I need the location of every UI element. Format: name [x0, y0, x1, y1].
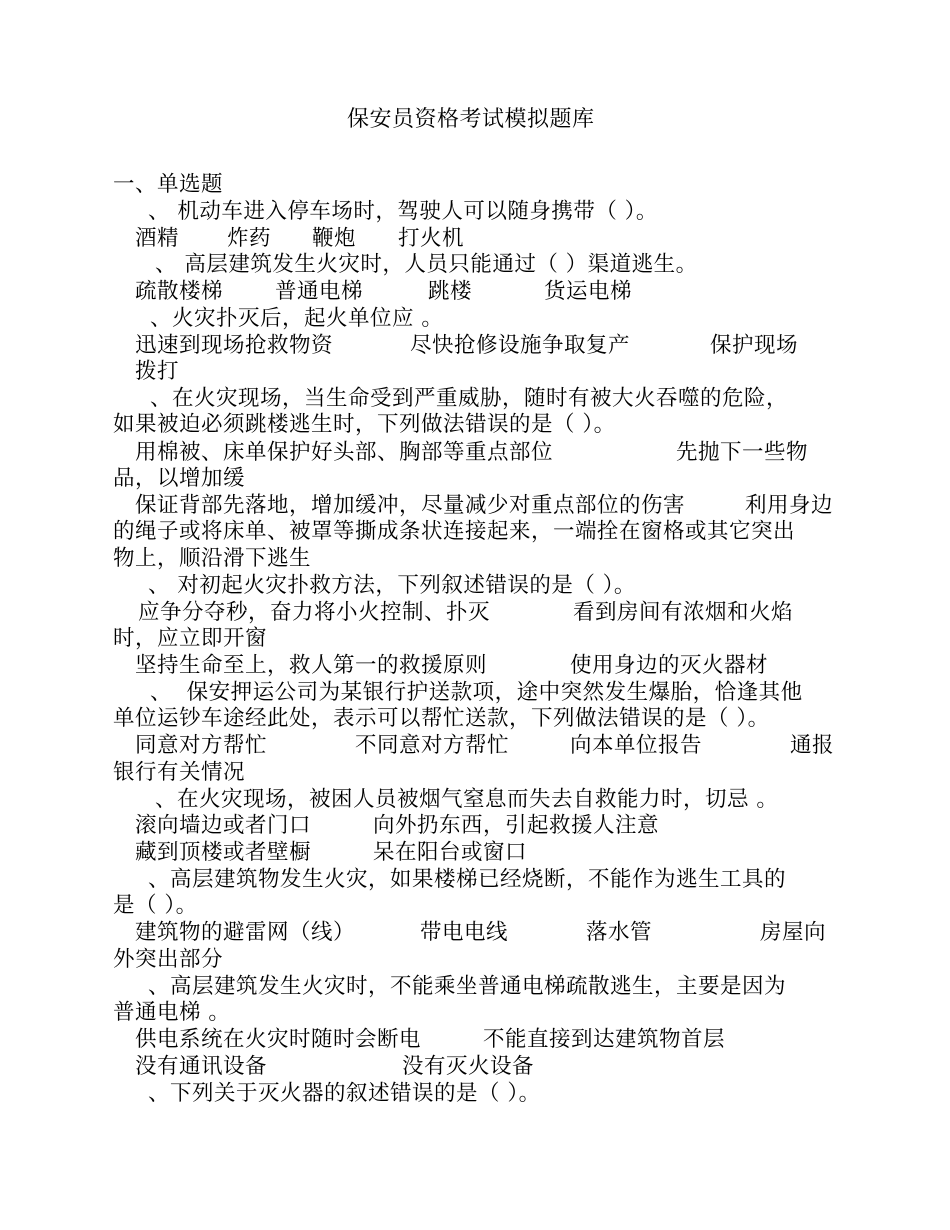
section-heading: 一、单选题 — [113, 172, 224, 197]
option: 应争分夺秒，奋力将小火控制、扑灭 — [138, 600, 491, 625]
question-stem: 、火灾扑灭后，起火单位应 。 — [150, 306, 444, 331]
option: 供电系统在火灾时随时会断电 — [135, 1027, 422, 1052]
option: 藏到顶楼或者壁橱 — [135, 840, 312, 865]
option: 没有灭火设备 — [402, 1054, 535, 1079]
option: 向外扔东西，引起救援人注意 — [373, 813, 660, 838]
option: 通报 — [790, 733, 835, 758]
option: 滚向墙边或者门口 — [135, 813, 312, 838]
option: 呆在阳台或窗口 — [373, 840, 528, 865]
option: 拨打 — [135, 359, 180, 384]
page-title: 保安员资格考试模拟题库 — [347, 107, 595, 132]
option: 迅速到现场抢救物资 — [135, 333, 334, 358]
option: 同意对方帮忙 — [135, 733, 268, 758]
option: 普通电梯 — [275, 279, 364, 304]
option: 酒精 — [135, 226, 180, 251]
option: 没有通讯设备 — [135, 1054, 268, 1079]
option: 的绳子或将床单、被罩等撕成条状连接起来，一端拴在窗格或其它突出 — [113, 519, 796, 544]
option: 向本单位报告 — [570, 733, 703, 758]
option: 不能直接到达建筑物首层 — [483, 1027, 726, 1052]
question-stem: 、 保安押运公司为某银行护送款项，途中突然发生爆胎，恰逢其他 — [150, 680, 803, 705]
option: 先抛下一些物 — [676, 440, 809, 465]
option: 疏散楼梯 — [135, 279, 224, 304]
option: 落水管 — [586, 920, 653, 945]
option: 坚持生命至上，救人第一的救援原则 — [135, 653, 488, 678]
option: 带电电线 — [420, 920, 509, 945]
option: 炸药 — [227, 226, 272, 251]
option: 鞭炮 — [312, 226, 357, 251]
question-stem: 单位运钞车途经此处，表示可以帮忙送款，下列做法错误的是（ ）。 — [113, 706, 770, 731]
option: 不同意对方帮忙 — [355, 733, 510, 758]
option: 跳楼 — [428, 279, 473, 304]
question-stem: 、高层建筑物发生火灾，如果楼梯已经烧断，不能作为逃生工具的 — [148, 867, 787, 892]
option: 用棉被、床单保护好头部、胸部等重点部位 — [135, 440, 554, 465]
option: 保护现场 — [710, 333, 799, 358]
option: 建筑物的避雷网（线） — [135, 920, 356, 945]
option: 看到房间有浓烟和火焰 — [573, 600, 794, 625]
option: 银行有关情况 — [113, 760, 246, 785]
question-stem: 、高层建筑发生火灾时，不能乘坐普通电梯疏散逃生，主要是因为 — [148, 974, 787, 999]
question-stem: 、 高层建筑发生火灾时，人员只能通过（ ）渠道逃生。 — [155, 252, 698, 277]
option: 外突出部分 — [113, 947, 224, 972]
option: 货运电梯 — [544, 279, 633, 304]
option: 使用身边的灭火器材 — [570, 653, 769, 678]
option: 品，以增加缓 — [113, 466, 246, 491]
question-stem: 、在火灾现场，当生命受到严重威胁，随时有被大火吞噬的危险， — [150, 386, 789, 411]
question-stem: 、下列关于灭火器的叙述错误的是（ ）。 — [148, 1081, 541, 1106]
option: 物上，顺沿滑下逃生 — [113, 546, 312, 571]
option: 时，应立即开窗 — [113, 626, 268, 651]
option: 尽快抢修设施争取复产 — [410, 333, 631, 358]
option: 房屋向 — [760, 920, 827, 945]
question-stem: 如果被迫必须跳楼逃生时，下列做法错误的是（ ）。 — [113, 412, 616, 437]
question-stem: 、在火灾现场，被困人员被烟气窒息而失去自救能力时，切忌 。 — [155, 787, 779, 812]
option: 利用身边 — [745, 493, 834, 518]
question-stem: 是（ ）。 — [113, 893, 198, 918]
option: 保证背部先落地，增加缓冲，尽量减少对重点部位的伤害 — [135, 493, 686, 518]
question-stem: 、 对初起火灾扑救方法，下列叙述错误的是（ ）。 — [148, 573, 636, 598]
question-stem: 普通电梯 。 — [113, 1000, 231, 1025]
question-stem: 、 机动车进入停车场时，驾驶人可以随身携带（ ）。 — [148, 199, 658, 224]
option: 打火机 — [398, 226, 465, 251]
